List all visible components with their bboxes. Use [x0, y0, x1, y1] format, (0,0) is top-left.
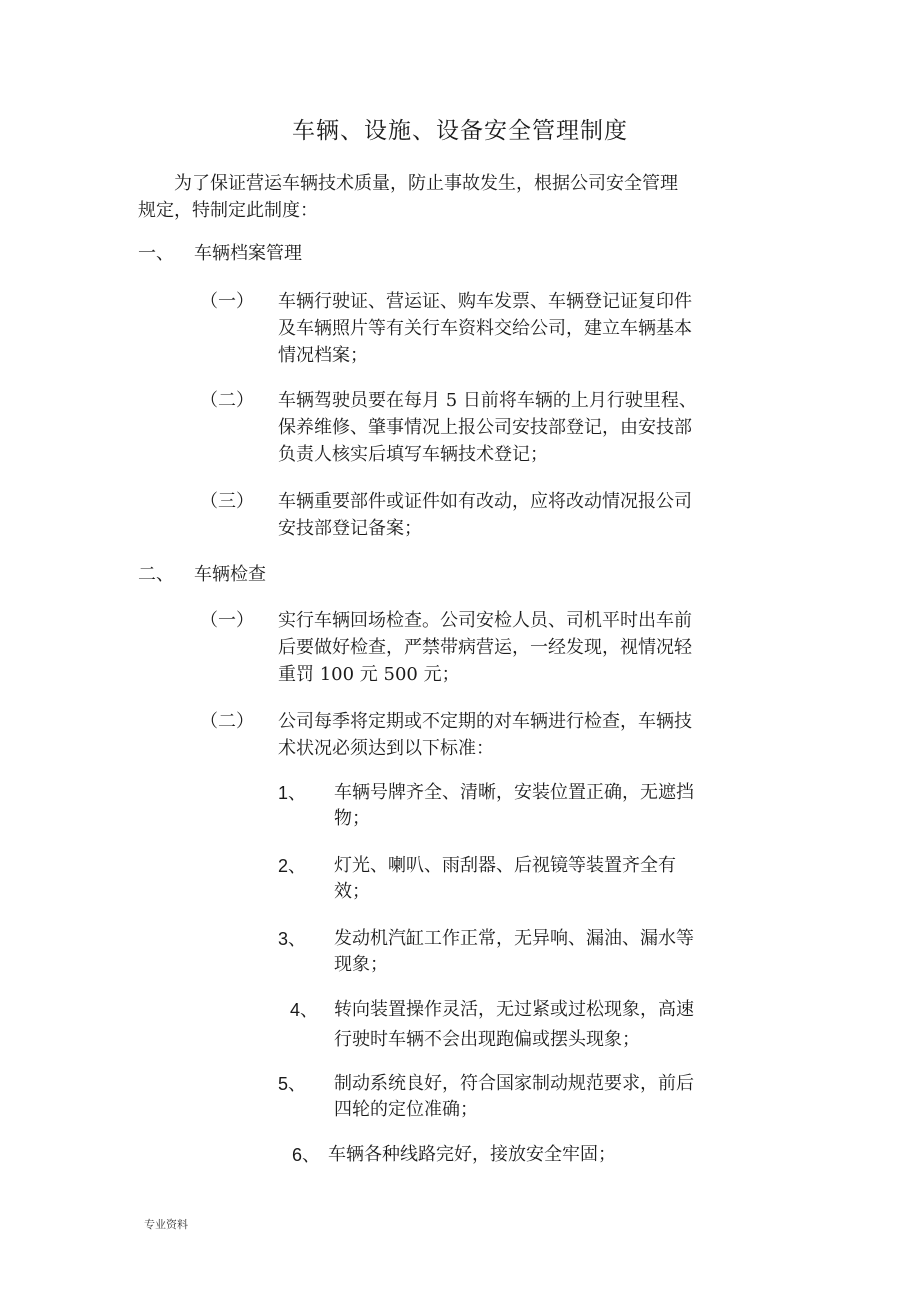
s2-item-1-line-2: 后要做好检查，严禁带病营运，一经发现，视情况轻 [278, 637, 692, 658]
s2-item-2-line-1: 公司每季将定期或不定期的对车辆进行检查，车辆技 [278, 711, 692, 732]
s2-item-1-line-3: 重罚 100 元 500 元； [278, 664, 460, 685]
s2-item-1-line-1: 实行车辆回场检查。公司安检人员、司机平时出车前 [278, 610, 692, 631]
s1-item-1-line-3: 情况档案； [278, 345, 368, 366]
standard-5-line-1: 制动系统良好，符合国家制动规范要求，前后 [334, 1073, 694, 1094]
s2-item-2-line-2: 术状况必须达到以下标准： [278, 738, 494, 759]
s1-item-3-line-1: 车辆重要部件或证件如有改动，应将改动情况报公司 [278, 491, 692, 512]
section-1-heading: 车辆档案管理 [194, 243, 302, 264]
standard-3-marker: 3、 [278, 929, 307, 949]
standard-4-marker: 4、 [290, 1000, 319, 1020]
section-2-heading: 车辆检查 [194, 564, 266, 585]
s1-item-2-line-1: 车辆驾驶员要在每月 5 日前将车辆的上月行驶里程、 [278, 390, 697, 411]
s1-item-3-marker: （三） [200, 491, 254, 512]
standard-6-marker: 6、 [292, 1145, 321, 1165]
page-title: 车辆、设施、设备安全管理制度 [292, 118, 628, 144]
standard-1-line-2: 物； [334, 808, 370, 829]
s1-item-1-line-2: 及车辆照片等有关行车资料交给公司，建立车辆基本 [278, 318, 692, 339]
s2-item-1-marker: （一） [200, 610, 254, 631]
standard-2-line-2: 效； [334, 881, 370, 902]
page-footer: 专业资料 [144, 1218, 188, 1231]
standard-3-line-2: 现象； [334, 954, 388, 975]
section-1-marker: 一、 [138, 243, 174, 264]
s1-item-1-marker: （一） [200, 291, 254, 312]
s1-item-2-line-3: 负责人核实后填写车辆技术登记； [278, 444, 548, 465]
s1-item-2-marker: （二） [200, 390, 254, 411]
standard-6-line-1: 车辆各种线路完好，接放安全牢固； [328, 1144, 616, 1165]
intro-line-1: 为了保证营运车辆技术质量，防止事故发生，根据公司安全管理 [174, 173, 678, 194]
standard-1-marker: 1、 [278, 783, 307, 803]
s2-item-2-marker: （二） [200, 711, 254, 732]
standard-5-line-2: 四轮的定位准确； [334, 1099, 478, 1120]
standard-5-marker: 5、 [278, 1074, 307, 1094]
standard-2-line-1: 灯光、喇叭、雨刮器、后视镜等装置齐全有 [334, 855, 676, 876]
standard-3-line-1: 发动机汽缸工作正常，无异响、漏油、漏水等 [334, 928, 694, 949]
s1-item-3-line-2: 安技部登记备案； [278, 518, 422, 539]
s1-item-2-line-2: 保养维修、肇事情况上报公司安技部登记，由安技部 [278, 417, 692, 438]
standard-4-line-2: 行驶时车辆不会出现跑偏或摆头现象； [334, 1029, 640, 1050]
standard-4-line-1: 转向装置操作灵活，无过紧或过松现象，高速 [334, 999, 694, 1020]
s1-item-1-line-1: 车辆行驶证、营运证、购车发票、车辆登记证复印件 [278, 291, 692, 312]
intro-line-2: 规定，特制定此制度： [138, 200, 318, 221]
section-2-marker: 二、 [138, 564, 174, 585]
standard-1-line-1: 车辆号牌齐全、清晰，安装位置正确，无遮挡 [334, 782, 694, 803]
standard-2-marker: 2、 [278, 856, 307, 876]
